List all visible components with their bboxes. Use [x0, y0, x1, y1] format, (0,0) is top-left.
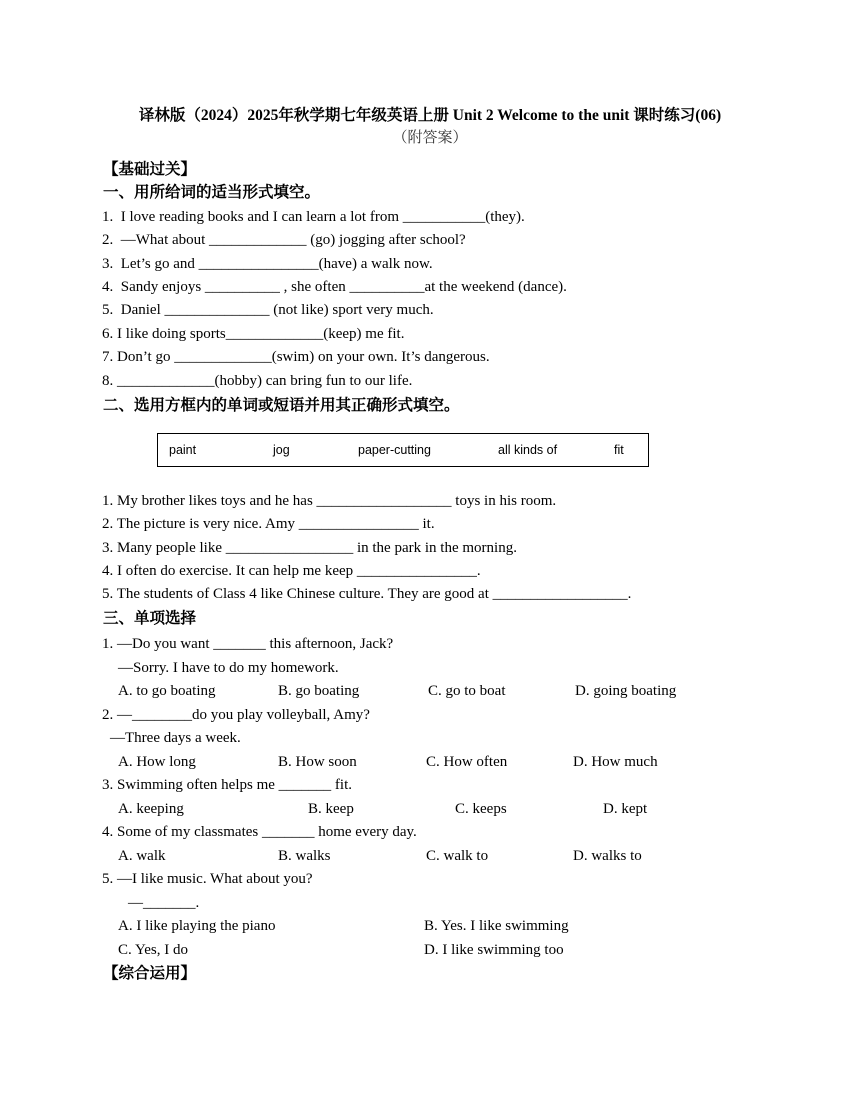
- question-4-option-a: A. walk: [118, 848, 166, 864]
- question-1-option-d: D. going boating: [575, 683, 677, 699]
- word-box-item: paper-cutting: [358, 443, 431, 457]
- word-box-item: all kinds of: [498, 443, 558, 457]
- question-5-option-d: D. I like swimming too: [424, 942, 564, 958]
- part2-heading: 二、选用方框内的单词或短语并用其正确形式填空。: [103, 396, 460, 414]
- part1-item-8: 8. _____________(hobby) can bring fun to our life.: [102, 373, 413, 389]
- word-box-item: jog: [273, 443, 290, 457]
- question-1-option-b: B. go boating: [278, 683, 360, 699]
- document-title: 译林版（2024）2025年秋学期七年级英语上册 Unit 2 Welcome to the unit 课时练习(06): [138, 107, 722, 124]
- section-comprehensive-heading: 【综合运用】: [103, 964, 197, 982]
- part2-item-3: 3. Many people like _________________ in the park in the morning.: [102, 540, 517, 556]
- part1-item-4: 4. Sandy enjoys __________ , she often __________at the weekend (dance).: [102, 279, 567, 295]
- question-4-option-b: B. walks: [278, 848, 331, 864]
- word-box: [157, 433, 649, 467]
- question-3-option-c: C. keeps: [455, 801, 507, 817]
- section-basic-heading: 【基础过关】: [103, 160, 197, 178]
- question-1-stem: 1. —Do you want _______ this afternoon, Jack?: [102, 636, 394, 652]
- question-3-option-d: D. kept: [603, 801, 648, 817]
- question-5-option-a: A. I like playing the piano: [118, 918, 276, 934]
- question-5-reply: —_______.: [128, 895, 200, 911]
- part1-item-5: 5. Daniel ______________ (not like) sport very much.: [102, 302, 434, 318]
- part2-item-4: 4. I often do exercise. It can help me keep ________________.: [102, 563, 481, 579]
- question-2-option-b: B. How soon: [278, 754, 357, 770]
- document-subtitle: （附答案）: [392, 130, 468, 146]
- part1-item-7: 7. Don’t go _____________(swim) on your own. It’s dangerous.: [102, 349, 490, 365]
- question-3-option-a: A. keeping: [118, 801, 184, 817]
- word-box-item: paint: [169, 443, 197, 457]
- question-3-option-b: B. keep: [308, 801, 354, 817]
- question-2-stem: 2. —________do you play volleyball, Amy?: [102, 707, 370, 723]
- part2-item-1: 1. My brother likes toys and he has __________________ toys in his room.: [102, 493, 557, 509]
- question-1-option-a: A. to go boating: [118, 683, 216, 699]
- question-1-option-c: C. go to boat: [428, 683, 506, 699]
- question-2-option-d: D. How much: [573, 754, 658, 770]
- part3-heading: 三、单项选择: [103, 609, 197, 627]
- question-5-option-c: C. Yes, I do: [118, 942, 189, 958]
- question-2-option-a: A. How long: [118, 754, 196, 770]
- part1-item-6: 6. I like doing sports_____________(keep) me fit.: [102, 326, 405, 342]
- question-2-option-c: C. How often: [426, 754, 508, 770]
- part1-item-3: 3. Let’s go and ________________(have) a walk now.: [102, 256, 433, 272]
- question-5-stem: 5. —I like music. What about you?: [102, 871, 313, 887]
- question-3-stem: 3. Swimming often helps me _______ fit.: [102, 777, 352, 793]
- question-4-option-d: D. walks to: [573, 848, 642, 864]
- part1-heading: 一、用所给词的适当形式填空。: [103, 183, 321, 201]
- part1-item-1: 1. I love reading books and I can learn a lot from ___________(they).: [102, 209, 525, 225]
- part2-item-2: 2. The picture is very nice. Amy ________________ it.: [102, 516, 435, 532]
- question-4-stem: 4. Some of my classmates _______ home every day.: [102, 824, 417, 840]
- word-box-item: fit: [614, 443, 624, 457]
- question-2-reply: —Three days a week.: [110, 730, 241, 746]
- part1-item-2: 2. —What about _____________ (go) jogging after school?: [102, 232, 466, 248]
- question-4-option-c: C. walk to: [426, 848, 489, 864]
- question-5-option-b: B. Yes. I like swimming: [424, 918, 569, 934]
- part2-item-5: 5. The students of Class 4 like Chinese culture. They are good at __________________.: [102, 586, 632, 602]
- question-1-reply: —Sorry. I have to do my homework.: [118, 660, 339, 676]
